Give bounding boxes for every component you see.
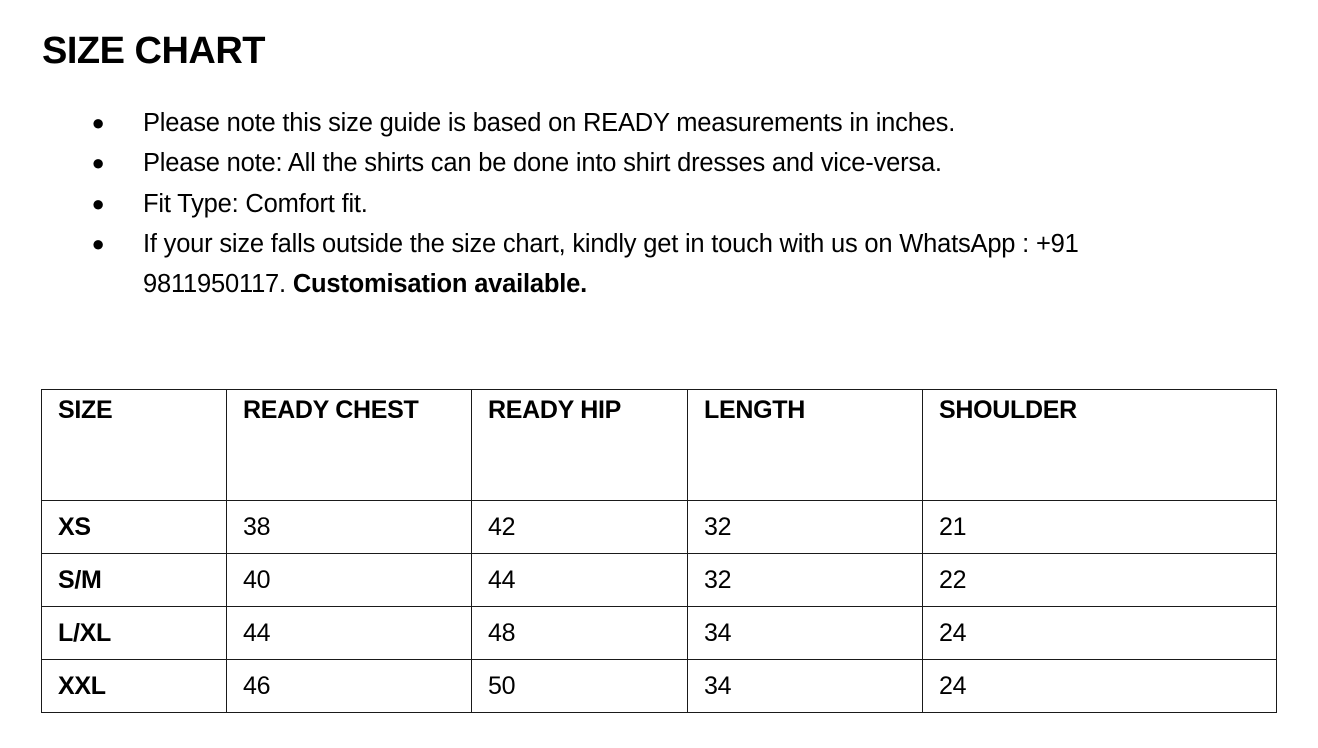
note-item xyxy=(0,143,1203,183)
note-text: Fit Type: Comfort fit. xyxy=(143,189,368,218)
chest-cell: 44 xyxy=(227,607,472,660)
note-text: Please note this size guide is based on READY measurements in inches. xyxy=(143,109,956,137)
length-cell: 34 xyxy=(688,607,923,660)
table-header-row xyxy=(42,390,1277,501)
hip-cell: 48 xyxy=(472,607,688,660)
column-header-length: LENGTH xyxy=(688,390,923,501)
chest-cell: 46 xyxy=(227,660,472,713)
bullet-icon: ● xyxy=(91,190,105,216)
shoulder-cell: 22 xyxy=(923,554,1277,607)
table-row xyxy=(42,607,1277,660)
size-table xyxy=(41,389,1277,713)
chest-cell: 40 xyxy=(227,554,472,607)
note-item xyxy=(0,184,1203,224)
length-cell: 32 xyxy=(688,501,923,554)
note-emphasis: Customisation available. xyxy=(292,270,588,299)
notes-list xyxy=(0,103,1318,304)
note-text: If your size falls outside the size chart, kindly get in touch with us on WhatsApp : +91 9811950117. xyxy=(143,229,1079,299)
table-row xyxy=(42,501,1277,554)
page-title: SIZE CHART xyxy=(42,30,265,72)
size-cell: L/XL xyxy=(42,607,227,660)
note-item xyxy=(0,103,1203,143)
column-header-ready-hip: READY HIP xyxy=(472,390,688,501)
table-row xyxy=(42,660,1277,713)
size-cell: S/M xyxy=(42,554,227,607)
hip-cell: 42 xyxy=(472,501,688,554)
bullet-icon: ● xyxy=(91,150,105,176)
length-cell: 32 xyxy=(688,554,923,607)
shoulder-cell: 24 xyxy=(923,660,1277,713)
bullet-icon: ● xyxy=(91,230,105,256)
column-header-size: SIZE xyxy=(42,390,227,501)
shoulder-cell: 21 xyxy=(923,501,1277,554)
bullet-icon: ● xyxy=(91,110,105,135)
note-item xyxy=(0,224,1203,305)
chest-cell: 38 xyxy=(227,501,472,554)
shoulder-cell: 24 xyxy=(923,607,1277,660)
size-cell: XS xyxy=(42,501,227,554)
note-text: Please note: All the shirts can be done into shirt dresses and vice-versa. xyxy=(143,149,942,178)
table-row xyxy=(42,554,1277,607)
column-header-ready-chest: READY CHEST xyxy=(227,390,472,501)
column-header-shoulder: SHOULDER xyxy=(923,390,1277,501)
size-cell: XXL xyxy=(42,660,227,713)
length-cell: 34 xyxy=(688,660,923,713)
hip-cell: 44 xyxy=(472,554,688,607)
hip-cell: 50 xyxy=(472,660,688,713)
